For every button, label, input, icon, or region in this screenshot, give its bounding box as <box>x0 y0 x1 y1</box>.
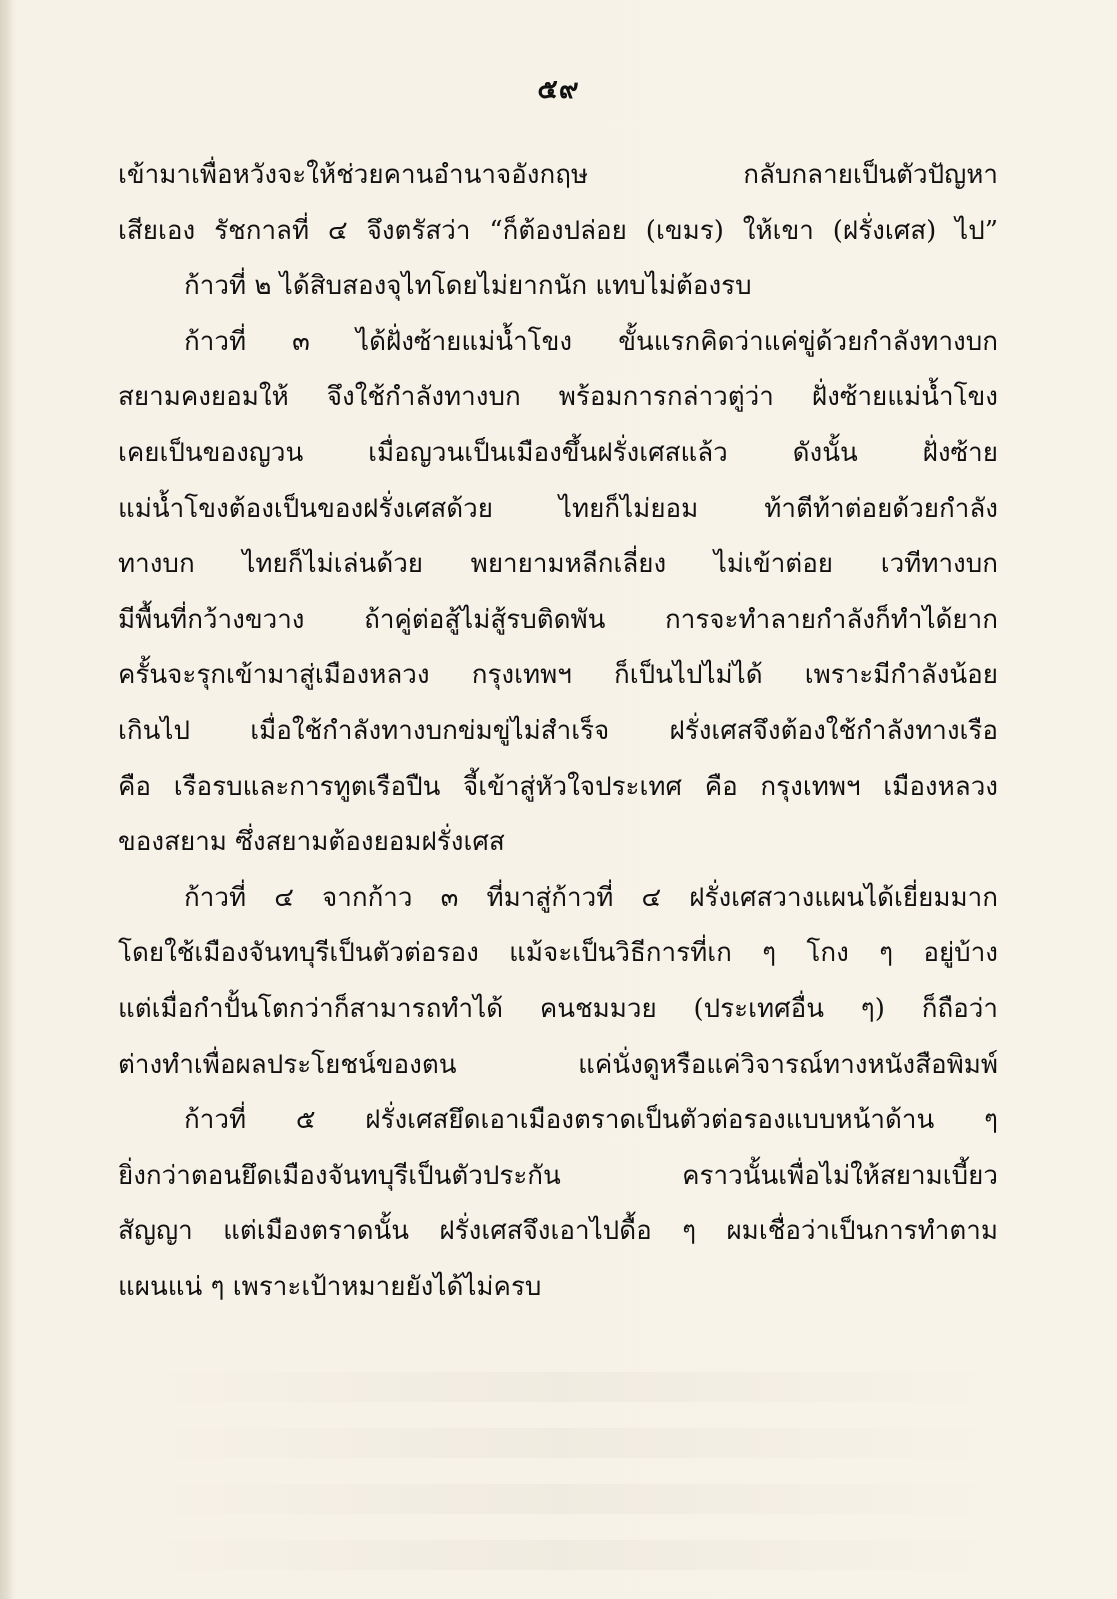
text-line: ครั้นจะรุกเข้ามาสู่เมืองหลวง กรุงเทพฯ ก็เป็นไปไม่ได้ เพราะมีกำลังน้อย <box>118 660 998 691</box>
text-line: สัญญา แต่เมืองตราดนั้น ฝรั่งเศสจึงเอาไปดื้อ ๆ ผมเชื่อว่าเป็นการทำตาม <box>118 1216 998 1247</box>
text-line: ของสยาม ซึ่งสยามต้องยอมฝรั่งเศส <box>118 827 505 858</box>
text-line: โดยใช้เมืองจันทบุรีเป็นตัวต่อรอง แม้จะเป็นวิธีการที่เก ๆ โกง ๆ อยู่บ้าง <box>118 938 998 969</box>
text-line: ต่างทำเพื่อผลประโยชน์ของตน แค่นั่งดูหรือแค่วิจารณ์ทางหนังสือพิมพ์ <box>118 1049 998 1080</box>
text-line: ยิ่งกว่าตอนยึดเมืองจันทบุรีเป็นตัวประกัน คราวนั้นเพื่อไม่ให้สยามเบี้ยว <box>118 1160 998 1191</box>
text-line: มีพื้นที่กว้างขวาง ถ้าคู่ต่อสู้ไม่สู้รบติดพัน การจะทำลายกำลังก็ทำได้ยาก <box>118 604 998 635</box>
text-line: สยามคงยอมให้ จึงใช้กำลังทางบก พร้อมการกล่าวตู่ว่า ฝั่งซ้ายแม่น้ำโขง <box>118 382 998 413</box>
bleed-through-text <box>118 1484 998 1514</box>
spine-shadow <box>0 0 14 1599</box>
paragraph-start-line: ก้าวที่ ๕ ฝรั่งเศสยึดเอาเมืองตราดเป็นตัวต่อรองแบบหน้าด้าน ๆ <box>184 1105 998 1136</box>
paragraph-start-line: ก้าวที่ ๓ ได้ฝั่งซ้ายแม่น้ำโขง ขั้นแรกคิดว่าแค่ขู่ด้วยกำลังทางบก <box>184 326 998 357</box>
page-number: ๕๙ <box>537 74 580 105</box>
bleed-through-text <box>118 1428 998 1458</box>
text-line: แต่เมื่อกำปั้นโตกว่าก็สามารถทำได้ คนชมมวย (ประเทศอื่น ๆ) ก็ถือว่า <box>118 993 998 1024</box>
text-line: แผนแน่ ๆ เพราะเป้าหมายยังได้ไม่ครบ <box>118 1271 542 1302</box>
text-line: ทางบก ไทยก็ไม่เล่นด้วย พยายามหลีกเลี่ยง ไม่เข้าต่อย เวทีทางบก <box>118 549 998 580</box>
text-line: เคยเป็นของญวน เมื่อญวนเป็นเมืองขึ้นฝรั่งเศสแล้ว ดังนั้น ฝั่งซ้าย <box>118 437 998 468</box>
paragraph-start-line: ก้าวที่ ๒ ได้สิบสองจุไทโดยไม่ยากนัก แทบไม่ต้องรบ <box>184 271 752 302</box>
text-line: แม่น้ำโขงต้องเป็นของฝรั่งเศสด้วย ไทยก็ไม่ยอม ท้าตีท้าต่อยด้วยกำลัง <box>118 493 998 524</box>
bleed-through-text <box>118 1372 998 1402</box>
text-line: คือ เรือรบและการทูตเรือปืน จี้เข้าสู่หัวใจประเทศ คือ กรุงเทพฯ เมืองหลวง <box>118 771 998 802</box>
body-text <box>118 148 998 1315</box>
paragraph-start-line: ก้าวที่ ๔ จากก้าว ๓ ที่มาสู่ก้าวที่ ๔ ฝรั่งเศสวางแผนได้เยี่ยมมาก <box>184 882 998 913</box>
bleed-through-text <box>118 1540 998 1570</box>
text-line: เกินไป เมื่อใช้กำลังทางบกข่มขู่ไม่สำเร็จ ฝรั่งเศสจึงต้องใช้กำลังทางเรือ <box>118 715 998 746</box>
text-line: เสียเอง รัชกาลที่ ๔ จึงตรัสว่า “ก็ต้องปล่อย (เขมร) ให้เขา (ฝรั่งเศส) ไป” <box>118 215 998 246</box>
text-line: เข้ามาเพื่อหวังจะให้ช่วยคานอำนาจอังกฤษ กลับกลายเป็นตัวปัญหา <box>118 160 998 190</box>
